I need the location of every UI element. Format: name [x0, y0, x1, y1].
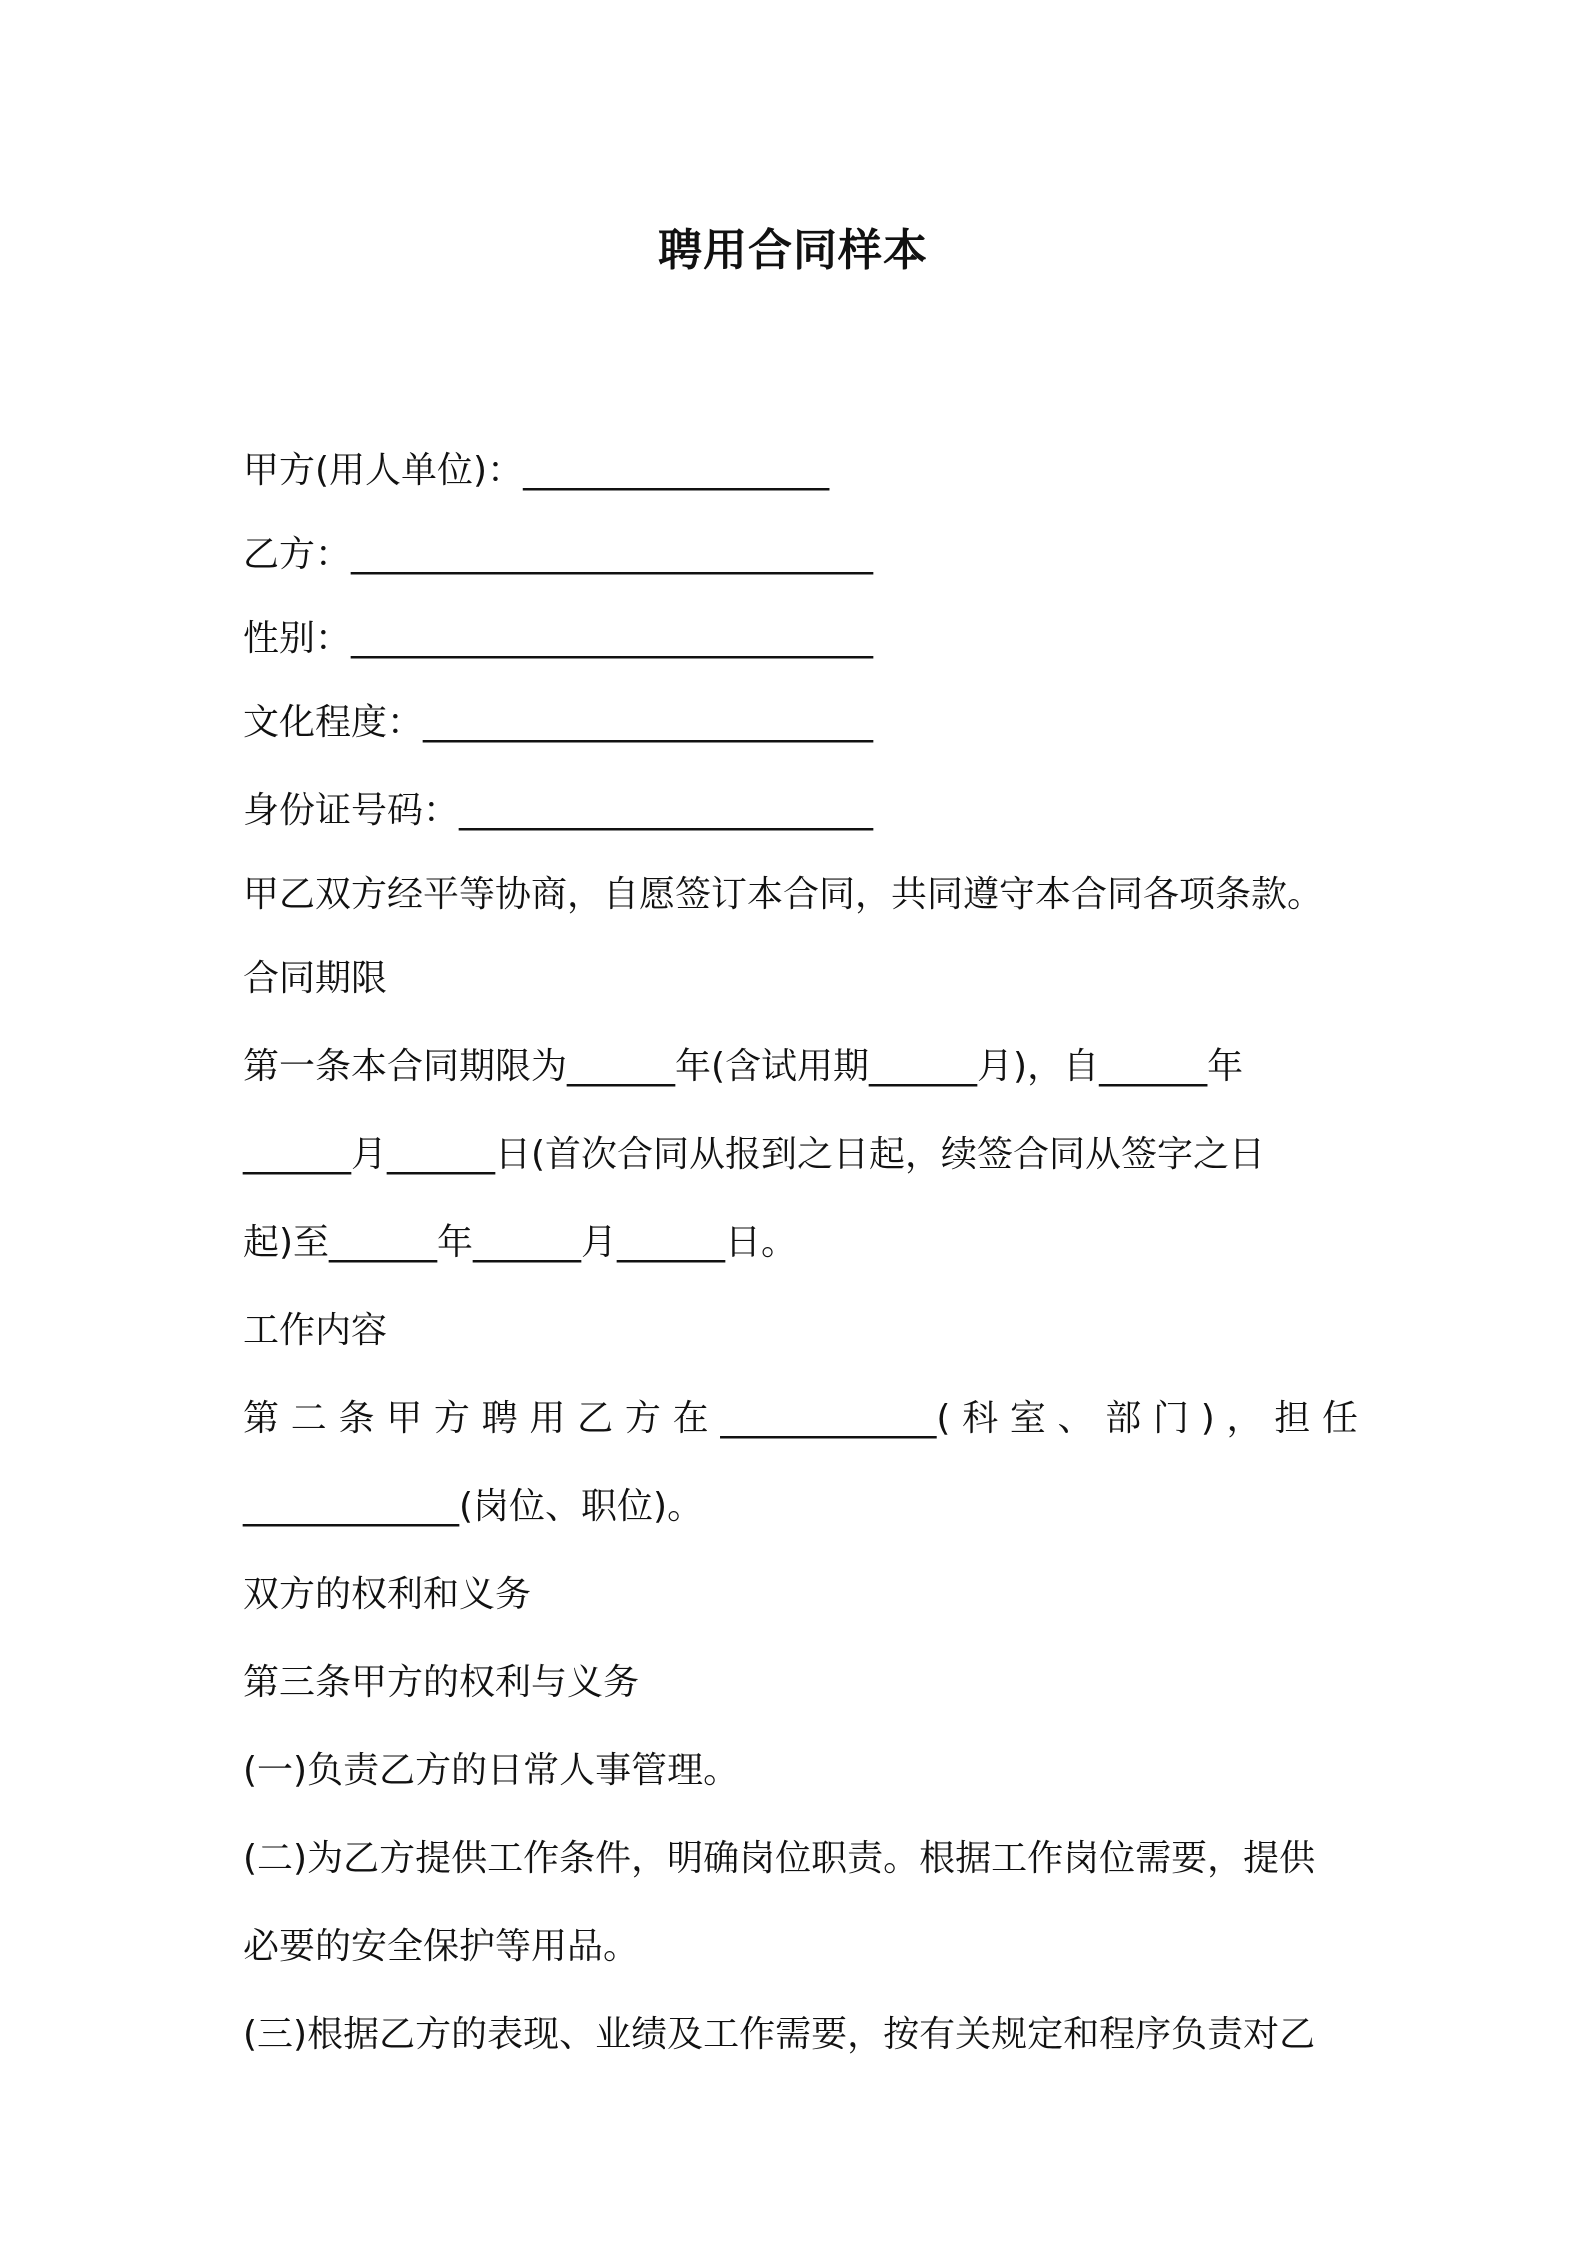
article-2-line-2: ____________(岗位、职位)。 [243, 1486, 704, 1527]
article-2-line-1: 第二条甲方聘用乙方在____________(科室、部门)，担任 [243, 1398, 1358, 1439]
document-title: 聘用合同样本 [658, 225, 928, 276]
article-1-line-2: ______月______日(首次合同从报到之日起，续签合同从签字之日 [243, 1134, 1266, 1175]
article-3-item-2-line-2: 必要的安全保护等用品。 [243, 1926, 640, 1967]
article-3-item-3-line-1: (三)根据乙方的表现、业绩及工作需要，按有关规定和程序负责对乙 [243, 2014, 1316, 2055]
id-number-line: 身份证号码：_______________________ [243, 790, 874, 831]
article-3-title: 第三条甲方的权利与义务 [243, 1662, 640, 1703]
party-b-line: 乙方：_____________________________ [243, 534, 874, 575]
article-1-line-1: 第一条本合同期限为______年(含试用期______月)，自______年 [243, 1046, 1244, 1087]
section-heading-work: 工作内容 [243, 1310, 388, 1351]
section-heading-term: 合同期限 [243, 958, 388, 999]
article-3-item-1: (一)负责乙方的日常人事管理。 [243, 1750, 740, 1791]
document-body [243, 447, 1358, 2059]
section-heading-rights: 双方的权利和义务 [243, 1574, 532, 1615]
party-a-line: 甲方(用人单位)：_________________ [243, 450, 830, 491]
education-line: 文化程度：_________________________ [243, 702, 874, 743]
gender-line: 性别：_____________________________ [243, 618, 874, 659]
article-1-line-3: 起)至______年______月______日。 [243, 1222, 798, 1263]
article-3-item-2-line-1: (二)为乙方提供工作条件，明确岗位职责。根据工作岗位需要，提供 [243, 1838, 1316, 1879]
intro-paragraph: 甲乙双方经平等协商，自愿签订本合同，共同遵守本合同各项条款。 [243, 874, 1324, 915]
